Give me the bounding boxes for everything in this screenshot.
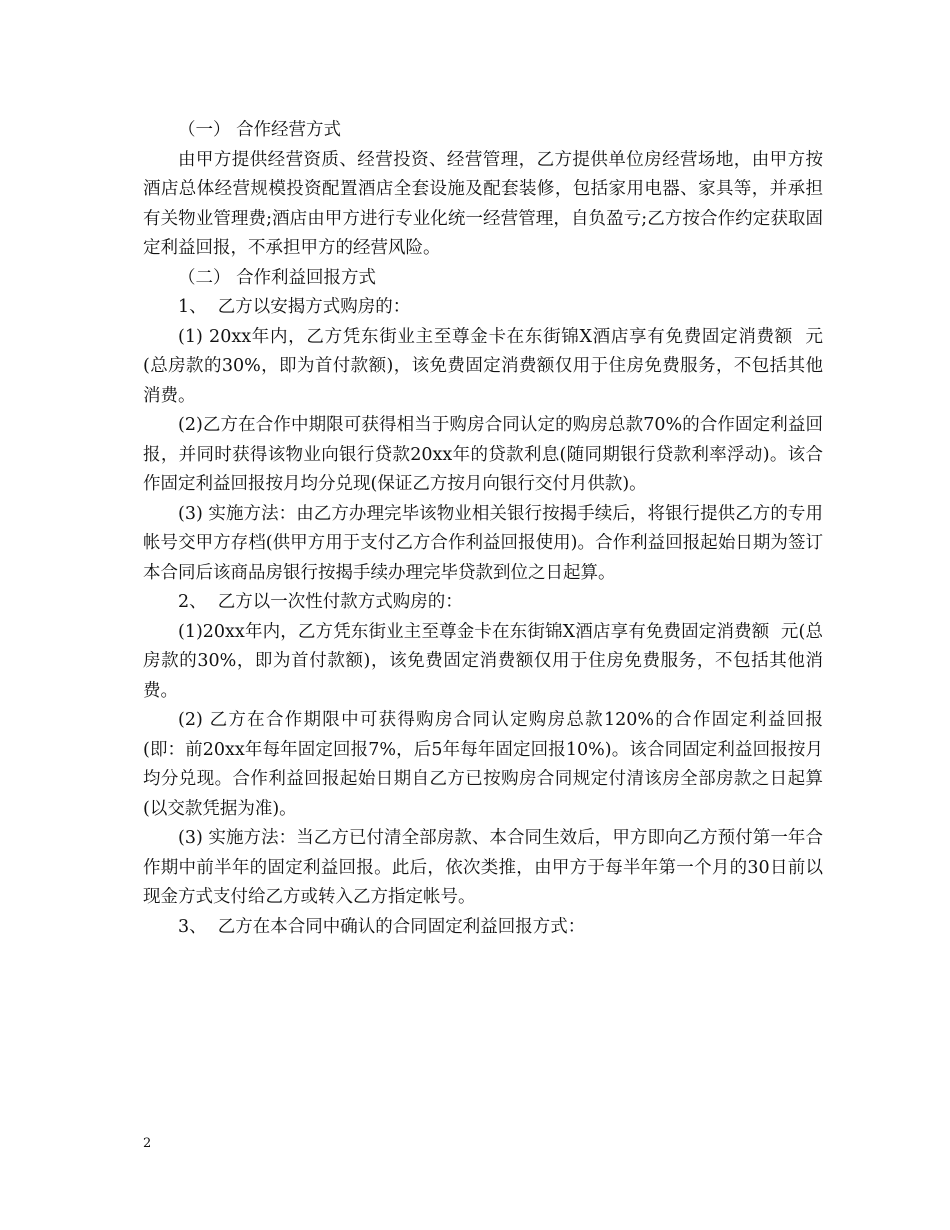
item-heading-confirmed-return: 3、 乙方在本合同中确认的合同固定利益回报方式：: [178, 916, 586, 937]
paragraph-mortgage-clause-3: (3) 实施方法：由乙方办理完毕该物业相关银行按揭手续后，将银行提供乙方的专用帐号交甲方存档(供甲方用于支付乙方合作利益回报使用)。合作利益回报起始日期为签订本合同后该商品房银行按揭手续办理完毕贷款到位之日起算。: [143, 503, 823, 583]
paragraph-mortgage-clause-1: (1) 20xx年内，乙方凭东街业主至尊金卡在东街锦X酒店享有免费固定消费额 元(总房款的30%，即为首付款额)，该免费固定消费额仅用于住房免费服务，不包括其他消费。: [143, 326, 823, 406]
paragraph-lump-sum-clause-3: (3) 实施方法：当乙方已付清全部房款、本合同生效后，甲方即向乙方预付第一年合作期中前半年的固定利益回报。此后，依次类推，由甲方于每半年第一个月的30日前以现金方式支付给乙方或转入乙方指定帐号。: [143, 828, 823, 907]
section-heading-cooperation-mode: （一） 合作经营方式: [178, 120, 342, 140]
paragraph-lump-sum-clause-2: (2) 乙方在合作期限中可获得购房合同认定购房总款120%的合作固定利益回报(即：前20xx年每年固定回报7%，后5年每年固定回报10%)。该合同固定利益回报按月均分兑现。合作利益回报起始日期自乙方已按购房合同规定付清该房全部房款之日起算(以交款凭据为准)。: [143, 710, 823, 819]
paragraph-mortgage-clause-2: (2)乙方在合作中期限可获得相当于购房合同认定的购房总款70%的合作固定利益回报，并同时获得该物业向银行贷款20xx年的贷款利息(随同期银行贷款利率浮动)。该合作固定利益回报按月均分兑现(保证乙方按月向银行交付月供款)。: [143, 415, 823, 494]
paragraph-cooperation-mode: 由甲方提供经营资质、经营投资、经营管理，乙方提供单位房经营场地，由甲方按酒店总体经营规模投资配置酒店全套设施及配套装修，包括家用电器、家具等，并承担有关物业管理费;酒店由甲方进行专业化统一经营管理，自负盈亏;乙方按合作约定获取固定利益回报，不承担甲方的经营风险。: [143, 149, 823, 258]
item-heading-mortgage-purchase: 1、 乙方以安揭方式购房的：: [178, 297, 411, 317]
section-heading-return-mode: （二） 合作利益回报方式: [178, 267, 377, 288]
page-number: 2: [143, 1136, 152, 1151]
paragraph-lump-sum-clause-1: (1)20xx年内，乙方凭东街业主至尊金卡在东街锦X酒店享有免费固定消费额 元(总房款的30%，即为首付款额)，该免费固定消费额仅用于住房免费服务，不包括其他消费。: [143, 621, 823, 701]
item-heading-lump-sum-purchase: 2、 乙方以一次性付款方式购房的：: [178, 592, 463, 612]
document-body: [143, 116, 823, 942]
